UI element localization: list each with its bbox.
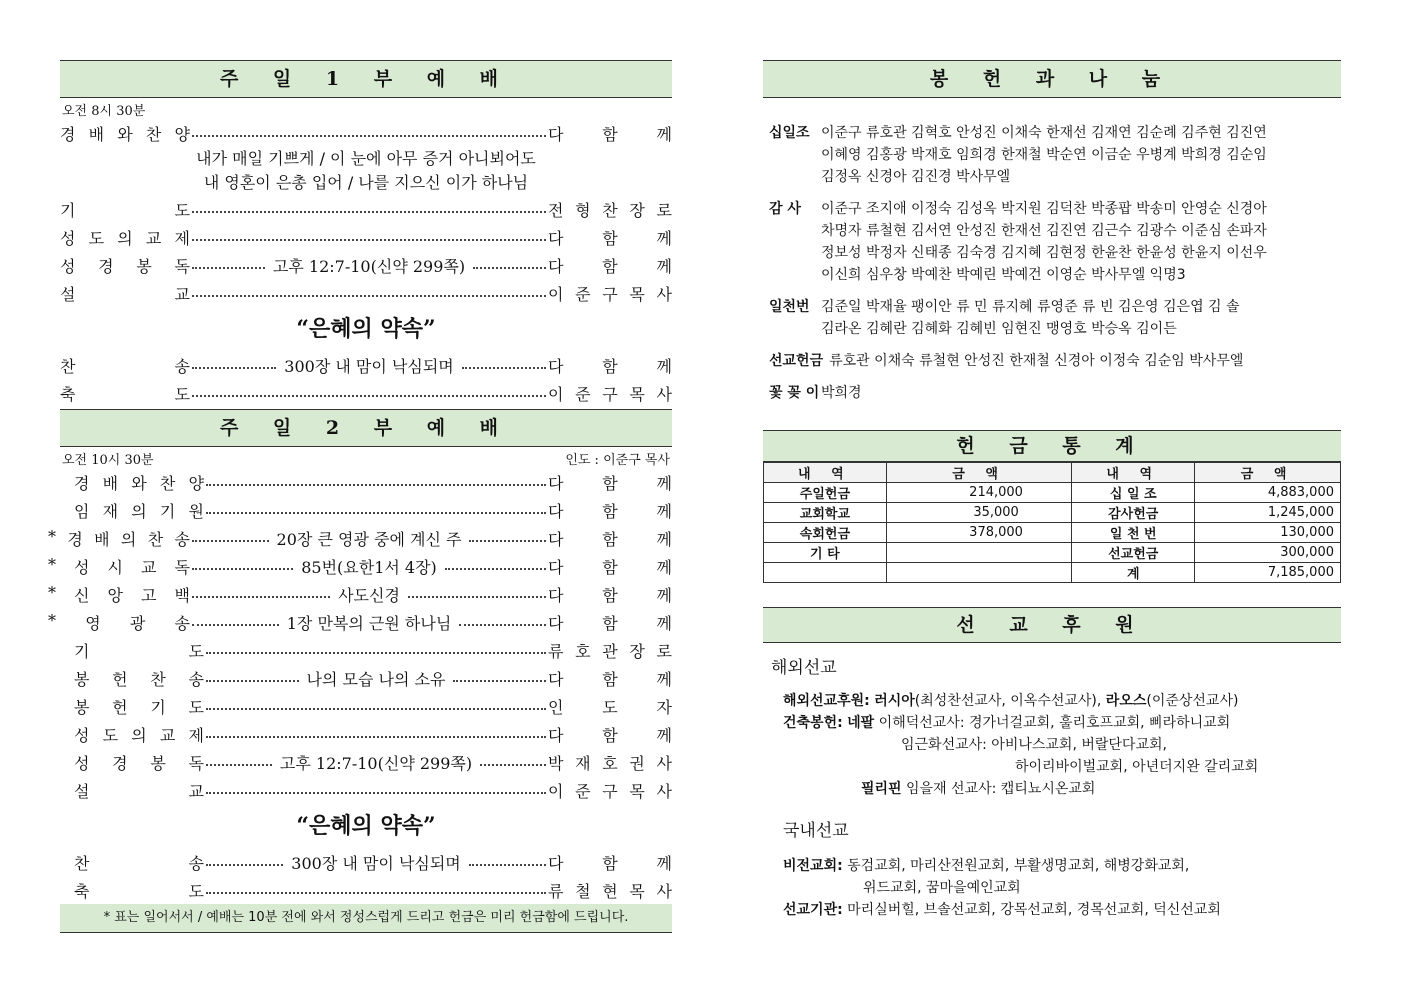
stats-cell: [886, 543, 1072, 563]
mission-text: 마리실버힐, 브솔선교회, 강목선교회, 경목선교회, 덕신선교회: [847, 902, 1221, 918]
order-detail: 300장 내 맘이 낙심되며: [291, 853, 461, 873]
stats-cell: 300,000: [1195, 543, 1341, 563]
order-row: [60, 223, 672, 251]
order-label: 성 도 의 교 제: [60, 228, 190, 248]
stats-cell: 4,883,000: [1195, 483, 1341, 503]
order-row: [60, 251, 672, 279]
order-leader-dots: [192, 254, 546, 277]
order-leader-dots: [192, 233, 546, 241]
order-leader-dots: [192, 611, 546, 634]
order-person: 다 함 께: [548, 853, 672, 873]
stats-cell: 1,245,000: [1195, 503, 1341, 523]
order-row: [48, 580, 672, 608]
order-person: 이 준 구 목 사: [548, 781, 672, 801]
stats-header: 헌 금 통 계: [763, 430, 1341, 462]
stats-cell: 7,185,000: [1195, 563, 1341, 583]
overseas-mission-title: 해외선교: [771, 658, 837, 678]
order-person: 이 준 구 목 사: [548, 284, 672, 304]
stats-cell: 378,000: [886, 523, 1072, 543]
stats-cell: 주일헌금: [764, 483, 887, 503]
offering-names: 류호관 이채숙 류철현 안성진 한재철 신경아 이정숙 김순임 박사무엘: [829, 353, 1244, 369]
lyrics-line: 내 영혼이 은총 입어 / 나를 지으신 이가 하나님: [203, 173, 529, 192]
stats-cell: 감사헌금: [1072, 503, 1195, 523]
order-label: 성 도 의 교 제: [74, 725, 204, 745]
order-label: 기 도: [60, 200, 190, 220]
offering-names: 김라온 김혜란 김혜화 김혜빈 임현진 맹영호 박승옥 김이든: [821, 321, 1177, 337]
offering-stats-table: [763, 462, 1341, 583]
table-row: [764, 543, 1341, 563]
order-person: 다 함 께: [548, 228, 672, 248]
order-label: * 신 앙 고 백: [48, 582, 190, 605]
order-person: 다 함 께: [548, 356, 672, 376]
table-row: [764, 483, 1341, 503]
order-person: 인 도 자: [548, 697, 672, 717]
order-person: 다 함 께: [548, 473, 672, 493]
order-leader-dots: [206, 851, 546, 874]
order-leader-dots: [192, 583, 546, 606]
order-row: [60, 379, 672, 407]
order-label: * 성 시 교 독: [48, 554, 190, 577]
service2-closing: [60, 848, 672, 904]
order-label: 봉 헌 기 도: [74, 697, 204, 717]
order-label: 기 도: [74, 641, 204, 661]
table-row: [764, 523, 1341, 543]
stats-cell: 계: [1072, 563, 1195, 583]
stats-cell: 교회학교: [764, 503, 887, 523]
service1-closing: [60, 351, 672, 407]
order-label: 경 배 와 찬 양: [74, 473, 204, 493]
offering-names: 이혜영 김홍광 박재호 임희경 한재철 박순연 이금순 우병계 박희경 김순임: [821, 147, 1267, 163]
offering-names: 차명자 류철현 김서연 안성진 한재선 김진연 김근수 김광수 이준심 손파자: [821, 223, 1267, 239]
service1-order-bottom: [60, 195, 672, 307]
mission-header: 선 교 후 원: [763, 607, 1341, 643]
mission-key: 건축봉헌:: [783, 715, 843, 731]
service2-order: [48, 468, 672, 804]
offering-names: 정보성 박정자 신태종 김숙경 김지혜 김현정 한윤찬 한윤성 한윤지 이선우: [821, 245, 1267, 261]
mission-key: 해외선교후원:: [783, 693, 870, 709]
order-row: [60, 119, 672, 147]
order-row: [60, 195, 672, 223]
order-detail: 20장 큰 영광 중에 계신 주: [276, 529, 462, 549]
stats-cell: [764, 563, 887, 583]
order-person: 다 함 께: [548, 501, 672, 521]
stats-cell: 속회헌금: [764, 523, 887, 543]
service1-time: 오전 8시 30분: [62, 104, 146, 119]
order-row: [48, 552, 672, 580]
order-label: 봉 헌 찬 송: [74, 669, 204, 689]
worship-lyrics: [60, 147, 672, 195]
offering-group: [769, 198, 1341, 286]
order-leader-dots: [192, 389, 546, 397]
order-row: [60, 720, 672, 748]
order-person: 류 철 현 목 사: [548, 881, 672, 901]
mission-text: 임을재 선교사: 캡티뇨시온교회: [906, 781, 1096, 797]
offering-group: [769, 350, 1341, 372]
mission-text: 임근화선교사: 아비나스교회, 버랄단다교회,: [901, 737, 1167, 753]
mission-text: (최성찬선교사, 이옥수선교사),: [914, 693, 1102, 709]
order-label: 찬 송: [74, 853, 204, 873]
order-detail: 300장 내 맘이 낙심되며: [284, 356, 454, 376]
order-label: 임 재 의 기 원: [74, 501, 204, 521]
mission-text: 이해덕선교사: 경가너걸교회, 훌리호프교회, 삐라하니교회: [878, 715, 1231, 731]
lyrics-line: 내가 매일 기쁘게 / 이 눈에 아무 증거 아니뵈어도: [196, 149, 536, 168]
order-detail: 사도신경: [338, 585, 400, 605]
service2-leader: 인도 : 이준구 목사: [565, 453, 670, 468]
service2-header: 주 일 2 부 예 배: [60, 409, 672, 447]
order-row: [60, 636, 672, 664]
order-row: [60, 468, 672, 496]
order-detail: 85번(요한1서 4장): [301, 557, 437, 577]
order-row: [60, 876, 672, 904]
order-person: 다 함 께: [548, 613, 672, 633]
order-leader-dots: [206, 646, 546, 654]
order-row: [60, 692, 672, 720]
stats-cell: [886, 563, 1072, 583]
stats-cell: 기 타: [764, 543, 887, 563]
mission-text: (이준상선교사): [1146, 693, 1239, 709]
stats-column-header: 금 액: [1195, 463, 1341, 483]
overseas-mission-block: [783, 690, 1341, 800]
stats-cell: 35,000: [886, 503, 1072, 523]
mission-text: 동검교회, 마리산전원교회, 부활생명교회, 해병강화교회,: [847, 858, 1190, 874]
mission-text: 하이리바이벌교회, 아년더지완 갈리교회: [1015, 759, 1259, 775]
order-leader-dots: [192, 527, 546, 550]
domestic-mission-block: [783, 855, 1341, 921]
order-leader-dots: [206, 886, 546, 894]
order-row: [60, 351, 672, 379]
stats-cell: 일 천 번: [1072, 523, 1195, 543]
offering-group-label: 일천번: [769, 299, 810, 315]
offering-group-label: 감 사: [769, 201, 801, 217]
order-row: [60, 664, 672, 692]
offering-names: 김준일 박재율 팽이안 류 민 류지혜 류영준 류 빈 김은영 김은엽 김 솔: [821, 299, 1240, 315]
order-label: * 영 광 송: [48, 610, 190, 633]
order-detail: 나의 모습 나의 소유: [306, 669, 446, 689]
order-row: [60, 776, 672, 804]
table-row: [764, 503, 1341, 523]
mission-country: 필리핀: [861, 781, 902, 797]
stats-cell: 선교헌금: [1072, 543, 1195, 563]
order-label: 설 교: [74, 781, 204, 801]
right-column: [763, 0, 1341, 921]
mission-key: 선교기관:: [783, 902, 843, 918]
service1-order-top: [60, 119, 672, 147]
order-label: 경 배 와 찬 양: [60, 124, 190, 144]
stats-cell: 214,000: [886, 483, 1072, 503]
order-leader-dots: [206, 786, 546, 794]
order-label: 성 경 봉 독: [60, 256, 190, 276]
offering-group: [769, 382, 1341, 404]
order-label: 축 도: [60, 384, 190, 404]
order-detail: 고후 12:7-10(신약 299쪽): [272, 256, 466, 276]
offering-group: [769, 122, 1341, 188]
order-leader-dots: [192, 555, 546, 578]
offering-group-label: 꽃 꽂 이: [769, 385, 820, 401]
order-label: 찬 송: [60, 356, 190, 376]
order-row: [48, 524, 672, 552]
order-leader-dots: [192, 289, 546, 297]
service1-header: 주 일 1 부 예 배: [60, 60, 672, 98]
stats-cell: 십 일 조: [1072, 483, 1195, 503]
order-label: * 경 배 의 찬 송: [48, 526, 190, 549]
order-person: 다 함 께: [548, 557, 672, 577]
order-person: 다 함 께: [548, 669, 672, 689]
mission-country: 러시아: [874, 693, 915, 709]
order-leader-dots: [206, 506, 546, 514]
order-leader-dots: [192, 129, 546, 137]
mission-text: 위드교회, 꿈마을예인교회: [863, 880, 1021, 896]
order-person: 류 호 관 장 로: [548, 641, 672, 661]
order-row: [48, 608, 672, 636]
order-leader-dots: [206, 730, 546, 738]
order-leader-dots: [206, 478, 546, 486]
table-row: [764, 563, 1341, 583]
order-person: 다 함 께: [548, 256, 672, 276]
offering-names: 이신희 심우창 박예찬 박예린 박예건 이영순 박사무엘 익명3: [821, 267, 1186, 283]
order-row: [60, 279, 672, 307]
offering-group: [769, 296, 1341, 340]
order-label: 축 도: [74, 881, 204, 901]
offering-names: 박희경: [821, 385, 862, 401]
order-leader-dots: [192, 205, 546, 213]
mission-country: 라오스: [1105, 693, 1147, 709]
order-detail: 고후 12:7-10(신약 299쪽): [279, 753, 473, 773]
order-person: 박 재 호 권 사: [548, 753, 672, 773]
offering-names: 이준구 류호관 김혁호 안성진 이채숙 한재선 김재연 김순례 김주현 김진연: [821, 125, 1267, 141]
order-person: 다 함 께: [548, 124, 672, 144]
order-label: 설 교: [60, 284, 190, 304]
offering-list: [763, 98, 1341, 404]
service2-sermon-title: “은혜의 약속”: [296, 813, 436, 839]
service2-time: 오전 10시 30분: [62, 453, 154, 468]
offering-names: 김정옥 신경아 김진경 박사무엘: [821, 169, 1011, 185]
service1-sermon-title: “은혜의 약속”: [296, 316, 436, 342]
order-person: 전 형 찬 장 로: [548, 200, 672, 220]
domestic-mission-title: 국내선교: [783, 821, 849, 841]
stats-column-header: 금 액: [886, 463, 1072, 483]
order-row: [60, 748, 672, 776]
order-label: 성 경 봉 독: [74, 753, 204, 773]
stats-cell: 130,000: [1195, 523, 1341, 543]
order-leader-dots: [192, 354, 546, 377]
mission-country: 네팔: [847, 715, 875, 731]
order-leader-dots: [206, 702, 546, 710]
order-detail: 1장 만복의 근원 하나님: [286, 613, 452, 633]
offering-header: 봉 헌 과 나 눔: [763, 60, 1341, 98]
stats-column-header: 내 역: [1072, 463, 1195, 483]
order-row: [60, 848, 672, 876]
mission-key: 비전교회:: [783, 858, 843, 874]
offering-group-label: 십일조: [769, 125, 810, 141]
order-row: [60, 496, 672, 524]
order-person: 다 함 께: [548, 529, 672, 549]
order-person: 이 준 구 목 사: [548, 384, 672, 404]
offering-names: 이준구 조지애 이정숙 김성옥 박지원 김덕찬 박종팝 박송미 안영순 신경아: [821, 201, 1267, 217]
order-person: 다 함 께: [548, 725, 672, 745]
left-column: [48, 0, 672, 933]
order-leader-dots: [206, 751, 546, 774]
order-leader-dots: [206, 667, 546, 690]
service-note: * 표는 일어서서 / 예배는 10분 전에 와서 정성스럽게 드리고 헌금은 미리 헌금함에 드립니다.: [60, 904, 672, 933]
order-person: 다 함 께: [548, 585, 672, 605]
offering-group-label: 선교헌금: [769, 353, 824, 369]
stats-column-header: 내 역: [764, 463, 887, 483]
